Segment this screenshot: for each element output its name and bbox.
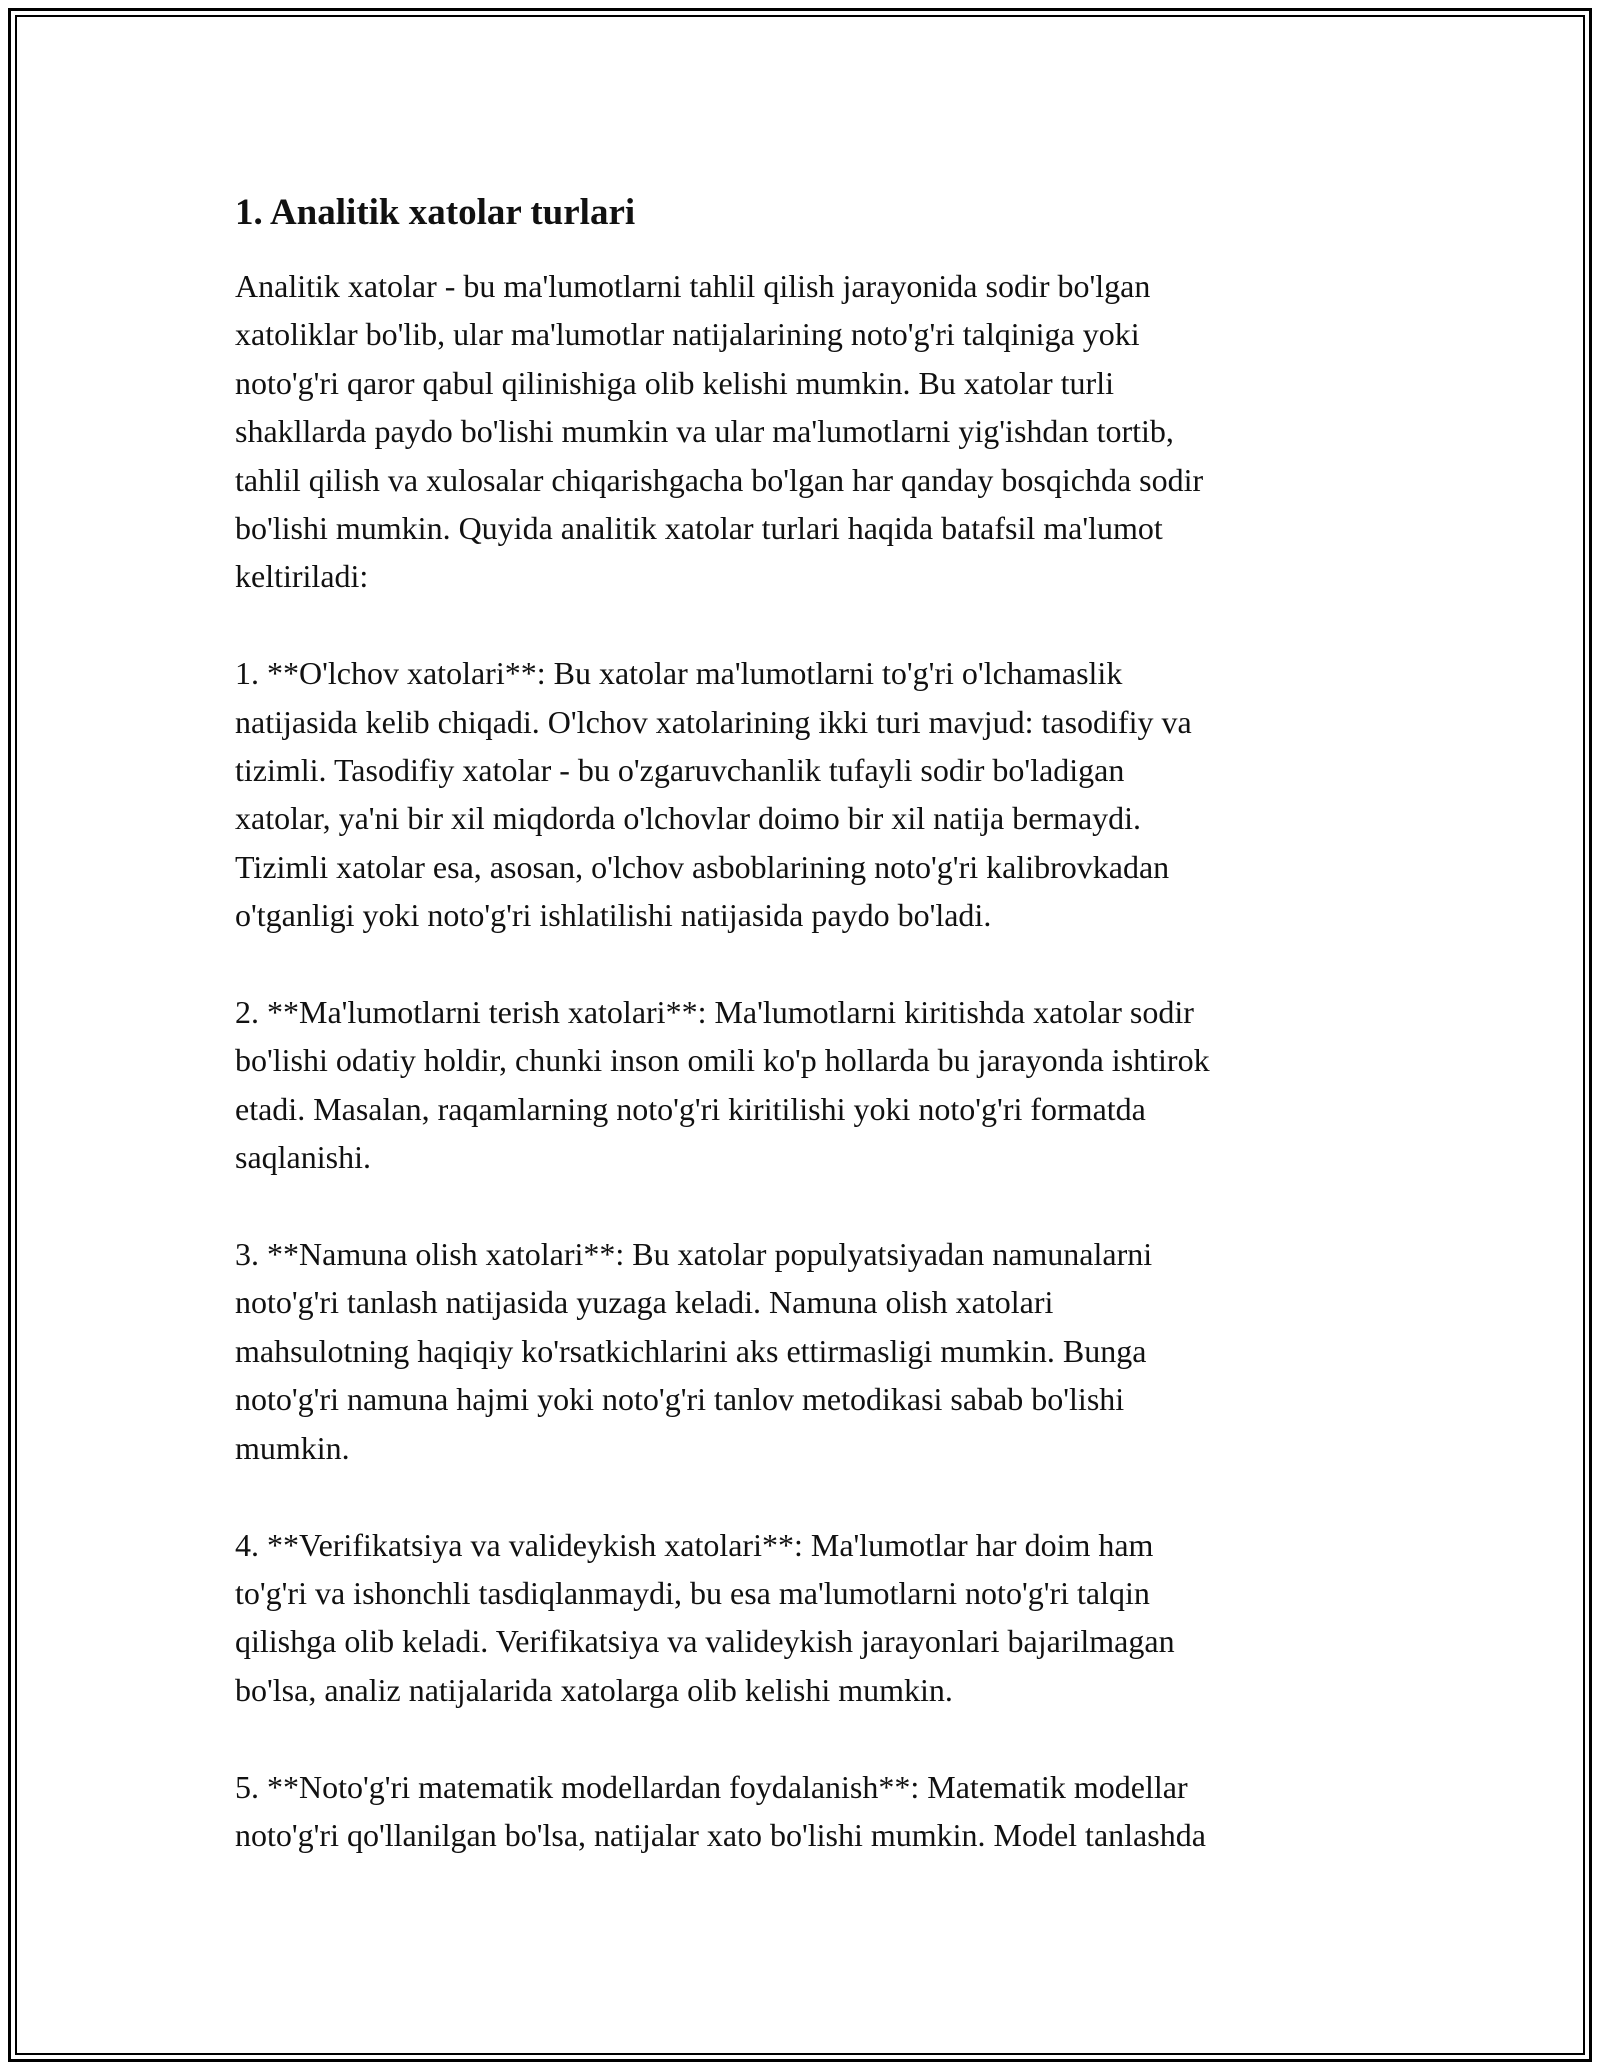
text-line: bo'lishi mumkin. Quyida analitik xatolar turlari haqida batafsil ma'lumot [235, 510, 1163, 547]
text-line: noto'g'ri qo'llanilgan bo'lsa, natijalar xato bo'lishi mumkin. Model tanlashda [235, 1816, 1206, 1853]
intro-paragraph [235, 262, 1375, 601]
text-line: keltiriladi: [235, 558, 369, 595]
text-line: tahlil qilish va xulosalar chiqarishgacha bo'lgan har qanday bosqichda sodir [235, 461, 1204, 498]
text-line: noto'g'ri namuna hajmi yoki noto'g'ri tanlov metodikasi sabab bo'lishi [235, 1381, 1125, 1418]
text-line: bo'lsa, analiz natijalarida xatolarga olib kelishi mumkin. [235, 1671, 953, 1708]
paragraph-spacer [235, 1182, 1375, 1230]
text-line: 1. **O'lchov xatolari**: Bu xatolar ma'lumotlarni to'g'ri o'lchamaslik [235, 655, 1123, 692]
document-body [235, 186, 1375, 1859]
paragraph-spacer [235, 940, 1375, 988]
text-line: mahsulotning haqiqiy ko'rsatkichlarini aks ettirmasligi mumkin. Bunga [235, 1332, 1147, 1369]
list-item-data-entry-errors [235, 988, 1375, 1182]
text-line: noto'g'ri qaror qabul qilinishiga olib kelishi mumkin. Bu xatolar turli [235, 364, 1114, 401]
text-line: noto'g'ri tanlash natijasida yuzaga keladi. Namuna olish xatolari [235, 1284, 1054, 1321]
paragraph-spacer [235, 1714, 1375, 1762]
text-line: qilishga olib keladi. Verifikatsiya va valideykish jarayonlari bajarilmagan [235, 1623, 1175, 1660]
text-line: to'g'ri va ishonchli tasdiqlanmaydi, bu esa ma'lumotlarni noto'g'ri talqin [235, 1574, 1150, 1611]
text-line: 3. **Namuna olish xatolari**: Bu xatolar populyatsiyadan namunalarni [235, 1236, 1153, 1273]
text-line: etadi. Masalan, raqamlarning noto'g'ri kiritilishi yoki noto'g'ri formatda [235, 1090, 1146, 1127]
list-item-sampling-errors [235, 1230, 1375, 1472]
text-line: Analitik xatolar - bu ma'lumotlarni tahlil qilish jarayonida sodir bo'lgan [235, 268, 1151, 304]
text-line: 5. **Noto'g'ri matematik modellardan foydalanish**: Matematik modellar [235, 1768, 1188, 1805]
paragraph-spacer [235, 601, 1375, 649]
text-line: tizimli. Tasodifiy xatolar - bu o'zgaruvchanlik tufayli sodir bo'ladigan [235, 752, 1125, 789]
paragraph-spacer [235, 1472, 1375, 1520]
list-item-measurement-errors [235, 649, 1375, 939]
text-line: xatoliklar bo'lib, ular ma'lumotlar natijalarining noto'g'ri talqiniga yoki [235, 316, 1140, 353]
list-item-verification-errors [235, 1521, 1375, 1715]
section-heading: 1. Analitik xatolar turlari [235, 192, 636, 233]
text-line: Tizimli xatolar esa, asosan, o'lchov asboblarining noto'g'ri kalibrovkadan [235, 848, 1170, 885]
text-line: saqlanishi. [235, 1139, 371, 1176]
text-line: 4. **Verifikatsiya va valideykish xatolari**: Ma'lumotlar har doim ham [235, 1526, 1154, 1563]
text-line: bo'lishi odatiy holdir, chunki inson omili ko'p hollarda bu jarayonda ishtirok [235, 1042, 1210, 1079]
text-line: shakllarda paydo bo'lishi mumkin va ular ma'lumotlarni yig'ishdan tortib, [235, 413, 1174, 450]
text-line: 2. **Ma'lumotlarni terish xatolari**: Ma'lumotlarni kiritishda xatolar sodir [235, 994, 1194, 1031]
text-line: natijasida kelib chiqadi. O'lchov xatolarining ikki turi mavjud: tasodifiy va [235, 703, 1192, 740]
list-item-math-model-errors [235, 1763, 1375, 1860]
text-line: mumkin. [235, 1429, 350, 1466]
text-line: xatolar, ya'ni bir xil miqdorda o'lchovlar doimo bir xil natija bermaydi. [235, 800, 1142, 837]
text-line: o'tganligi yoki noto'g'ri ishlatilishi natijasida paydo bo'ladi. [235, 897, 992, 934]
